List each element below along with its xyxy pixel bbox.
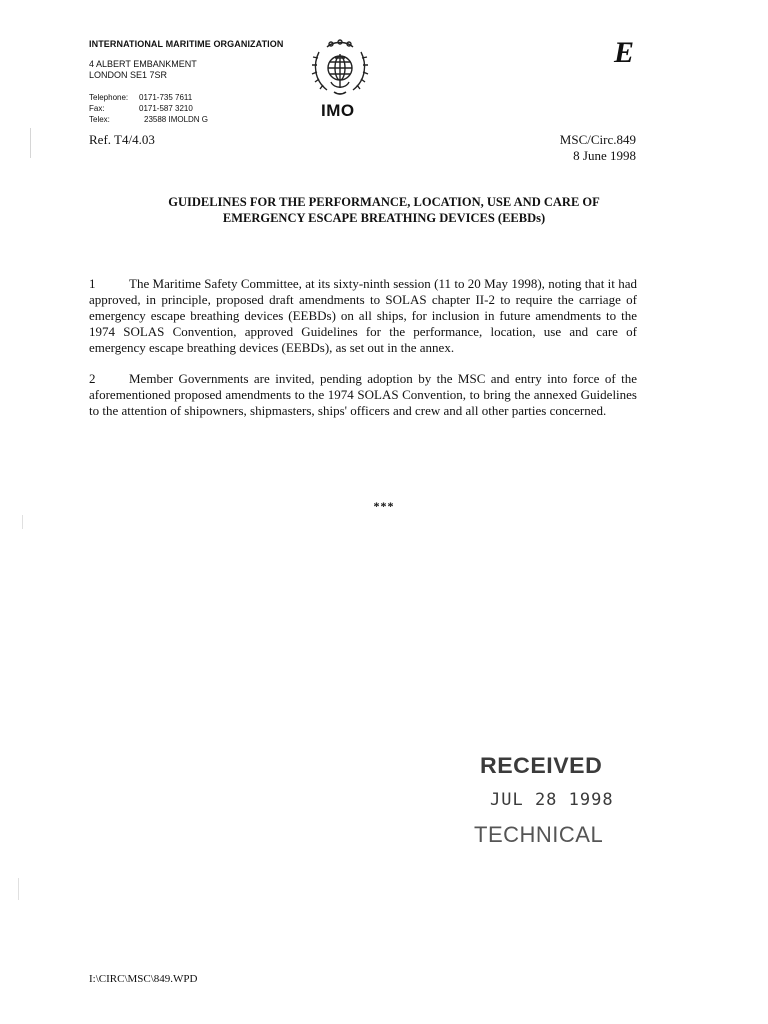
paragraph-1 <box>89 276 637 356</box>
section-separator: *** <box>373 499 395 513</box>
document-date: 8 June 1998 <box>573 148 636 163</box>
fax-label: Fax: <box>89 104 105 113</box>
document-title-line-1: GUIDELINES FOR THE PERFORMANCE, LOCATION, USE AND CARE OF <box>168 195 600 209</box>
stamp-received: RECEIVED <box>480 753 603 778</box>
stamp-department: TECHNICAL <box>474 822 604 847</box>
paragraph-number: 1 <box>89 276 96 291</box>
scan-artifact <box>18 878 19 900</box>
telex-value: 23588 IMOLDN G <box>144 115 209 124</box>
telex-label: Telex: <box>89 115 110 124</box>
language-mark: E <box>614 36 635 69</box>
fax-row <box>89 104 193 113</box>
address-line-2: LONDON SE1 7SR <box>89 70 168 80</box>
paragraph-2 <box>89 371 637 419</box>
imo-emblem-icon <box>309 38 371 100</box>
paragraph-text: The Maritime Safety Committee, at its sixty-ninth session (11 to 20 May 1998), noting that it had approved, in principle, proposed draft amendments to SOLAS chapter II-2 to require the carriage of emergency escape breathing devices (EEBDs) on all ships, for inclusion in future amendments to the 1974 SOLAS Convention, approved Guidelines for the performance, location, use and care of emergency escape breathing devices (EEBDs), as set out in the annex. <box>89 276 637 356</box>
scan-artifact <box>22 515 23 529</box>
scan-artifact <box>30 128 31 158</box>
reference-number: Ref. T4/4.03 <box>89 132 155 147</box>
telephone-row <box>89 93 192 102</box>
imo-logo-text: IMO <box>321 101 355 120</box>
document-title-line-2: EMERGENCY ESCAPE BREATHING DEVICES (EEBDs) <box>222 211 546 225</box>
file-path: I:\CIRC\MSC\849.WPD <box>89 973 198 985</box>
fax-value: 0171-587 3210 <box>139 104 193 113</box>
organization-name: INTERNATIONAL MARITIME ORGANIZATION <box>89 39 284 49</box>
paragraph-text: Member Governments are invited, pending adoption by the MSC and entry into force of the aforementioned proposed amendments to the 1974 SOLAS Convention, to bring the annexed Guidelines to the attention of shipowners, shipmasters, ships' officers and crew and all other parties concerned. <box>89 371 637 419</box>
telex-row <box>89 115 208 124</box>
telephone-value: 0171-735 7611 <box>139 93 193 102</box>
paragraph-number: 2 <box>89 371 96 386</box>
document-number: MSC/Circ.849 <box>559 132 636 147</box>
address-line-1: 4 ALBERT EMBANKMENT <box>89 59 197 69</box>
telephone-label: Telephone: <box>89 93 129 102</box>
stamp-date: JUL 28 1998 <box>490 790 614 810</box>
